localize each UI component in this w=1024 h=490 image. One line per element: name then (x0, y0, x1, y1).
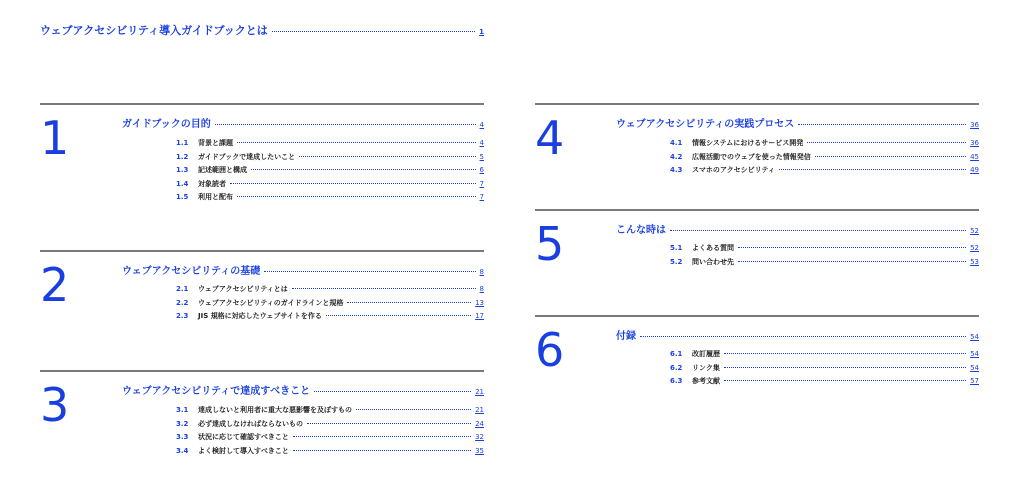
leader-dots (326, 315, 471, 316)
leader-dots (724, 380, 966, 381)
chapter-title-row[interactable] (122, 262, 484, 277)
section-page-link[interactable]: 52 (970, 244, 979, 252)
section-item[interactable] (176, 432, 484, 446)
chapter-title: ガイドブックの目的 (122, 119, 211, 130)
leader-dots (314, 391, 471, 392)
section-number: 5.2 (670, 257, 683, 266)
section-number: 4.1 (670, 139, 683, 147)
leader-dots (815, 156, 966, 157)
section-title: ウェブアクセシビリティとは (198, 285, 288, 293)
section-page-link[interactable]: 53 (970, 257, 979, 266)
section-title: 記述範囲と構成 (198, 166, 247, 175)
leader-dots (724, 353, 966, 354)
leader-dots (307, 423, 471, 424)
section-title: 利用と配布 (198, 193, 233, 202)
section-page-link[interactable]: 36 (970, 139, 979, 147)
section-list (670, 138, 979, 179)
section-page-link[interactable]: 24 (475, 419, 484, 428)
chapter-divider (535, 209, 979, 211)
section-page-link[interactable]: 4 (479, 139, 484, 147)
section-title: ガイドブックで達成したいこと (198, 152, 296, 161)
chapter-divider (535, 315, 979, 317)
section-number: 6.1 (670, 350, 683, 358)
section-item[interactable] (670, 376, 979, 390)
leader-dots (299, 156, 475, 157)
leader-dots (237, 142, 476, 143)
section-item[interactable] (176, 405, 484, 419)
section-number: 6.3 (670, 377, 683, 386)
section-number: 1.5 (176, 193, 189, 202)
section-title: 背景と課題 (198, 139, 233, 147)
chapter-page-link[interactable]: 54 (970, 333, 979, 341)
section-item[interactable] (176, 311, 484, 325)
section-list (670, 243, 979, 270)
section-title: 問い合わせ先 (692, 257, 734, 266)
leader-dots (807, 142, 966, 143)
toc-intro-page-link[interactable]: 1 (479, 28, 484, 36)
section-item[interactable] (176, 298, 484, 312)
section-title: 対象読者 (198, 179, 226, 188)
toc-intro-row[interactable] (40, 22, 484, 38)
section-title: ウェブアクセシビリティのガイドラインと規格 (198, 298, 344, 307)
section-item[interactable] (670, 138, 979, 152)
section-item[interactable] (176, 419, 484, 433)
section-item[interactable] (670, 257, 979, 271)
leader-dots (724, 367, 966, 368)
chapter-divider (40, 370, 484, 372)
leader-dots (292, 288, 476, 289)
leader-dots (347, 302, 471, 303)
section-number: 1.3 (176, 166, 189, 175)
section-item[interactable] (670, 152, 979, 166)
section-list (176, 405, 484, 459)
leader-dots (670, 230, 966, 231)
chapter-number: 5 (535, 217, 565, 271)
chapter-4 (535, 103, 979, 193)
section-number: 1.1 (176, 139, 189, 147)
chapter-number: 2 (40, 258, 70, 312)
section-item[interactable] (176, 138, 484, 152)
section-item[interactable] (670, 363, 979, 377)
section-page-link[interactable]: 6 (479, 166, 484, 175)
section-page-link[interactable]: 5 (479, 152, 484, 161)
chapter-divider (40, 250, 484, 252)
section-item[interactable] (176, 284, 484, 298)
chapter-title: ウェブアクセシビリティの基礎 (122, 266, 261, 277)
section-page-link[interactable]: 54 (970, 350, 979, 358)
leader-dots (798, 124, 966, 125)
leader-dots (272, 31, 475, 32)
chapter-page-link[interactable]: 52 (970, 227, 979, 235)
section-page-link[interactable]: 45 (970, 152, 979, 161)
leader-dots (356, 409, 471, 410)
leader-dots (293, 436, 471, 437)
section-item[interactable] (670, 349, 979, 363)
section-page-link[interactable]: 35 (475, 446, 484, 455)
section-item[interactable] (176, 152, 484, 166)
section-title: リンク集 (692, 363, 720, 372)
chapter-6 (535, 315, 979, 405)
leader-dots (293, 450, 471, 451)
chapter-number: 1 (40, 111, 70, 165)
chapter-title-row[interactable] (122, 115, 484, 130)
section-number: 1.4 (176, 179, 189, 188)
section-item[interactable] (670, 243, 979, 257)
section-title: JIS 規格に対応したウェブサイトを作る (198, 312, 322, 321)
section-title: 達成しないと利用者に重大な悪影響を及ぼすもの (198, 406, 352, 414)
chapter-number: 4 (535, 111, 565, 165)
section-number: 3.4 (176, 446, 189, 455)
section-title: よく検討して導入すべきこと (198, 446, 289, 455)
section-title: 広報活動でのウェブを使った情報発信 (692, 152, 811, 161)
section-number: 4.3 (670, 166, 683, 175)
chapter-page-link[interactable]: 21 (475, 388, 484, 396)
leader-dots (264, 271, 475, 272)
chapter-page-link[interactable]: 4 (479, 121, 484, 129)
section-item[interactable] (176, 446, 484, 460)
chapter-title-row[interactable] (616, 115, 979, 130)
section-page-link[interactable]: 13 (475, 298, 484, 307)
section-page-link[interactable]: 49 (970, 166, 979, 175)
section-number: 3.3 (176, 433, 189, 442)
leader-dots (640, 336, 966, 337)
leader-dots (738, 261, 966, 262)
leader-dots (779, 169, 966, 170)
section-title: よくある質問 (692, 244, 734, 252)
section-page-link[interactable]: 21 (475, 406, 484, 414)
section-page-link[interactable]: 32 (475, 433, 484, 442)
chapter-title: ウェブアクセシビリティで達成すべきこと (122, 386, 311, 397)
section-number: 1.2 (176, 152, 189, 161)
chapter-title-row[interactable] (122, 382, 484, 397)
section-item[interactable] (176, 179, 484, 193)
chapter-divider (40, 103, 484, 105)
chapter-divider (535, 103, 979, 105)
section-title: 参考文献 (692, 377, 720, 386)
chapter-number: 3 (40, 378, 70, 432)
section-list (176, 138, 484, 206)
section-page-link[interactable]: 17 (475, 312, 484, 321)
chapter-title-row[interactable] (616, 327, 979, 342)
section-number: 6.2 (670, 363, 683, 372)
leader-dots (738, 247, 966, 248)
section-item[interactable] (176, 165, 484, 179)
chapter-title-row[interactable] (616, 221, 979, 236)
section-number: 4.2 (670, 152, 683, 161)
section-list (176, 284, 484, 325)
section-page-link[interactable]: 57 (970, 377, 979, 386)
section-number: 5.1 (670, 244, 683, 252)
section-number: 2.3 (176, 312, 189, 321)
chapter-title: こんな時は (616, 225, 666, 236)
section-title: 状況に応じて確認すべきこと (198, 433, 289, 442)
leader-dots (237, 196, 476, 197)
chapter-2 (40, 250, 484, 340)
section-list (670, 349, 979, 390)
chapter-5 (535, 209, 979, 289)
chapter-title: ウェブアクセシビリティの実践プロセス (616, 119, 795, 130)
section-title: 改訂履歴 (692, 350, 720, 358)
section-number: 2.2 (176, 298, 189, 307)
chapter-1 (40, 103, 484, 213)
section-title: 情報システムにおけるサービス開発 (692, 139, 804, 147)
chapter-page-link[interactable]: 8 (479, 268, 484, 276)
section-item[interactable] (670, 165, 979, 179)
leader-dots (215, 124, 476, 125)
chapter-page-link[interactable]: 36 (970, 121, 979, 129)
section-number: 3.1 (176, 406, 189, 414)
section-page-link[interactable]: 8 (479, 285, 484, 293)
section-number: 3.2 (176, 419, 189, 428)
leader-dots (230, 183, 476, 184)
section-item[interactable] (176, 192, 484, 206)
chapter-number: 6 (535, 323, 565, 377)
chapter-title: 付録 (616, 331, 636, 342)
section-page-link[interactable]: 7 (479, 193, 484, 202)
section-title: スマホのアクセシビリティ (692, 166, 775, 175)
section-number: 2.1 (176, 285, 189, 293)
section-title: 必ず達成しなければならないもの (198, 419, 303, 428)
section-page-link[interactable]: 7 (479, 179, 484, 188)
toc-intro-title: ウェブアクセシビリティ導入ガイドブックとは (40, 24, 268, 37)
chapter-3 (40, 370, 484, 470)
section-page-link[interactable]: 54 (970, 363, 979, 372)
leader-dots (251, 169, 476, 170)
